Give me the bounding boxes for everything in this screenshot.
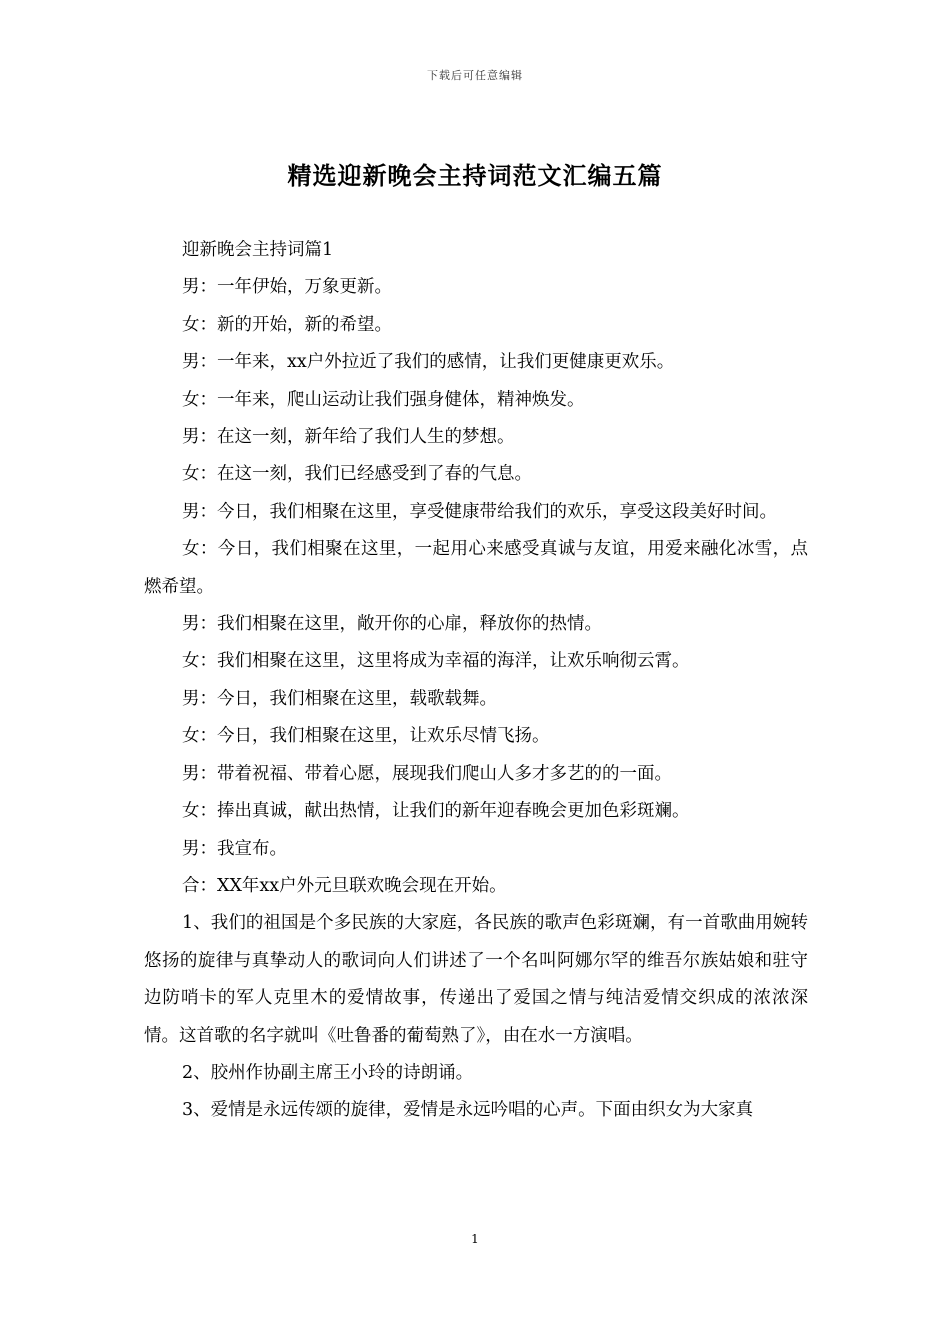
- dialogue-line: 女：今日，我们相聚在这里，让欢乐尽情飞扬。: [182, 726, 550, 747]
- dialogue-line: 女：新的开始，新的希望。: [182, 314, 392, 335]
- dialogue-line: 男：一年来，xx户外拉近了我们的感情，让我们更健康更欢乐。: [182, 352, 675, 373]
- dialogue-line: 男：我们相聚在这里，敞开你的心扉，释放你的热情。: [182, 614, 602, 635]
- program-item: 2、胶州作协副主席王小玲的诗朗诵。: [182, 1062, 474, 1083]
- dialogue-line: 男：带着祝福、带着心愿，展现我们爬山人多才多艺的的一面。: [182, 763, 672, 784]
- dialogue-line: 男：今日，我们相聚在这里，载歌载舞。: [182, 688, 497, 709]
- dialogue-line: 合：XX年xx户外元旦联欢晚会现在开始。: [182, 875, 507, 896]
- dialogue-line: 男：一年伊始，万象更新。: [182, 277, 392, 298]
- program-item: 1、我们的祖国是个多民族的大家庭，各民族的歌声色彩斑斓，有一首歌曲用婉转悠扬的旋律与真挚动人的歌词向人们讲述了一个名叫阿娜尔罕的维吾尔族姑娘和驻守边防哨卡的军人克里木的爱情故事，传递出了爱国之情与纯洁爱情交织成的浓浓深情。这首歌的名字就叫《吐鲁番的葡萄熟了》，由在水一方演唱。: [144, 913, 808, 1046]
- page-number: 1: [471, 1232, 479, 1246]
- dialogue-line: 女：一年来，爬山运动让我们强身健体，精神焕发。: [182, 389, 585, 410]
- document-title: 精选迎新晚会主持词范文汇编五篇: [287, 161, 663, 190]
- dialogue-line: 女：在这一刻，我们已经感受到了春的气息。: [182, 464, 532, 485]
- document-body: [144, 232, 808, 1130]
- dialogue-line: 男：在这一刻，新年给了我们人生的梦想。: [182, 427, 515, 448]
- dialogue-line: 女：今日，我们相聚在这里，一起用心来感受真诚与友谊，用爱来融化冰雪，点燃希望。: [144, 539, 808, 597]
- section-heading: 迎新晚会主持词篇1: [182, 240, 334, 260]
- dialogue-line: 男：今日，我们相聚在这里，享受健康带给我们的欢乐，享受这段美好时间。: [182, 501, 777, 522]
- page-header-note: 下载后可任意编辑: [427, 69, 523, 82]
- dialogue-line: 女：我们相聚在这里，这里将成为幸福的海洋，让欢乐响彻云霄。: [182, 651, 690, 672]
- program-item: 3、爱情是永远传颂的旋律，爱情是永远吟唱的心声。下面由织女为大家真: [182, 1100, 754, 1121]
- dialogue-line: 女：捧出真诚，献出热情，让我们的新年迎春晚会更加色彩斑斓。: [182, 801, 690, 822]
- dialogue-line: 男：我宣布。: [182, 838, 287, 859]
